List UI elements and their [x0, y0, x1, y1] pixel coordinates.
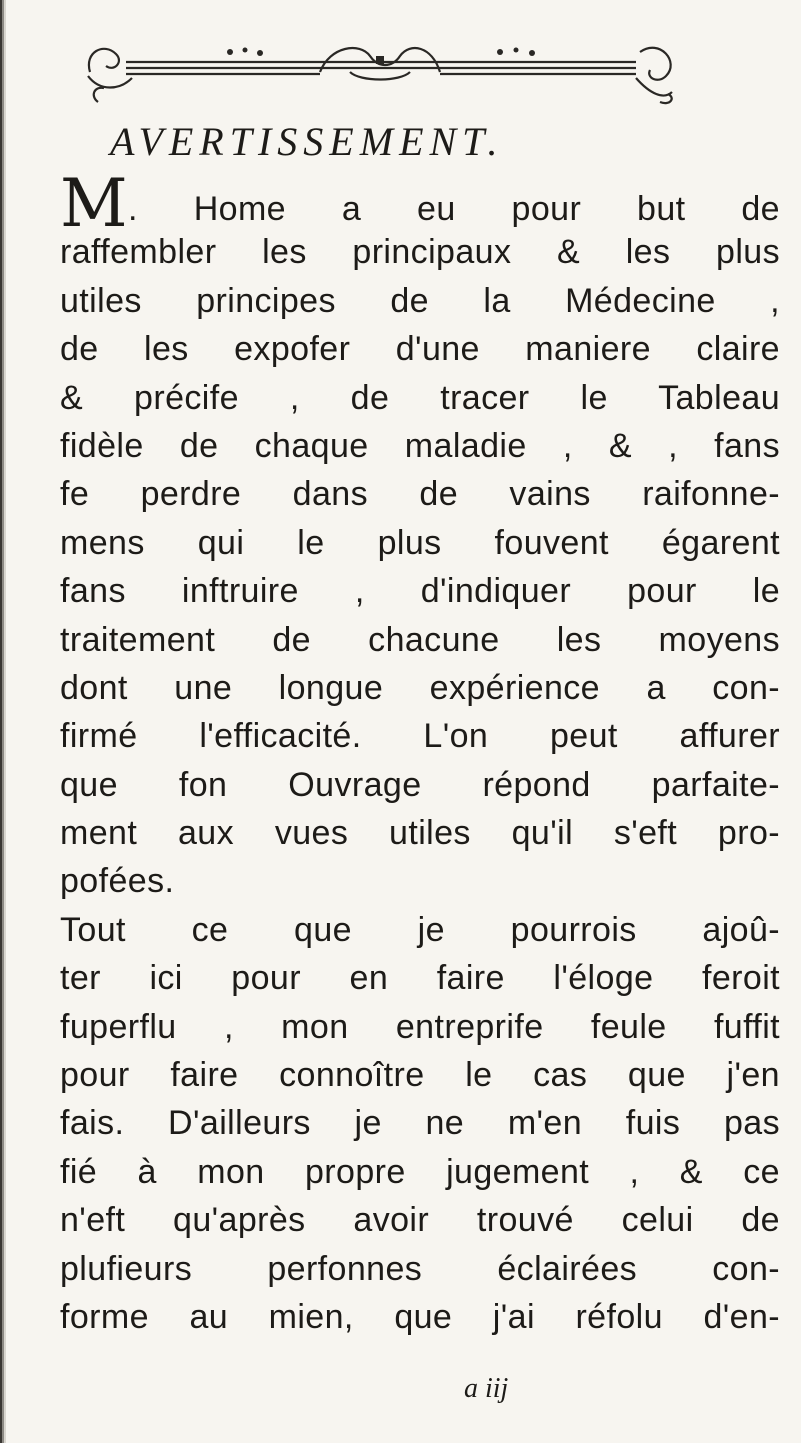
text-line: dont une longue expérience a con- — [60, 668, 780, 707]
body-text — [60, 165, 780, 1341]
page-title: AVERTISSEMENT. — [110, 119, 504, 164]
text-line: firmé l'efficacité. L'on peut affurer — [60, 717, 780, 756]
text-line: fuperflu , mon entreprife feule fuffit — [60, 1007, 780, 1046]
text-line: utiles principes de la Médecine , — [60, 281, 780, 320]
text-line: mens qui le plus fouvent égarent — [60, 523, 780, 562]
text-line: forme au mien, que j'ai réfolu d'en- — [60, 1297, 780, 1336]
signature-mark: a iij — [464, 1373, 509, 1404]
text-line: pour faire connoître le cas que j'en — [60, 1056, 780, 1095]
text-line: fe perdre dans de vains raifonne- — [60, 475, 780, 514]
text-line: que fon Ouvrage répond parfaite- — [60, 765, 780, 804]
text-line: & précife , de tracer le Tableau — [60, 378, 780, 417]
text-line: ment aux vues utiles qu'il s'eft pro- — [60, 814, 780, 853]
text-line-first — [60, 165, 780, 242]
text-line: fans inftruire , d'indiquer pour le — [60, 572, 780, 611]
text-line: plufieurs perfonnes éclairées con- — [60, 1249, 780, 1288]
text-line: Tout ce que je pourrois ajoû- — [60, 910, 780, 949]
text-line: fidèle de chaque maladie , & , fans — [60, 426, 780, 465]
decorative-header-ornament — [80, 32, 680, 110]
first-line-rest: . Home a eu pour but de — [127, 190, 780, 228]
page-binding-edge — [0, 0, 6, 1443]
text-line: de les expofer d'une maniere claire — [60, 330, 780, 369]
text-line: fié à mon propre jugement , & ce — [60, 1152, 780, 1191]
text-line: raffembler les principaux & les plus — [60, 233, 780, 272]
text-line: n'eft qu'après avoir trouvé celui de — [60, 1201, 780, 1240]
text-line: ter ici pour en faire l'éloge feroit — [60, 959, 780, 998]
text-line: pofées. — [60, 862, 175, 901]
drop-cap: M — [60, 165, 128, 242]
text-line: fais. D'ailleurs je ne m'en fuis pas — [60, 1104, 780, 1143]
text-line: traitement de chacune les moyens — [60, 620, 780, 659]
